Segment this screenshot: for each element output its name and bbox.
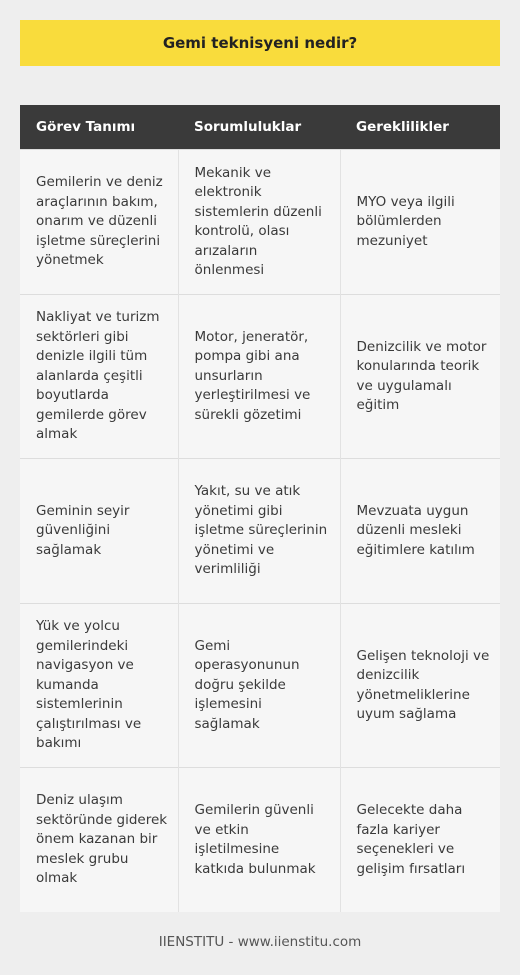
column-header-gereklilikler: Gereklilikler [340,105,500,150]
page-title: Gemi teknisyeni nedir? [20,20,500,66]
table-cell: Yakıt, su ve atık yönetimi gibi işletme süreçlerinin yönetimi ve verimliliği [178,459,340,604]
table-cell: MYO veya ilgili bölümlerden mezuniyet [340,150,500,295]
table-row [20,604,500,768]
table-cell: Deniz ulaşım sektöründe giderek önem kazanan bir meslek grubu olmak [20,768,178,913]
table-cell: Gemilerin ve deniz araçlarının bakım, onarım ve düzenli işletme süreçlerini yönetmek [20,150,178,295]
info-table [20,105,500,912]
table-cell: Motor, jeneratör, pompa gibi ana unsurların yerleştirilmesi ve sürekli gözetimi [178,295,340,459]
table-cell: Denizcilik ve motor konularında teorik ve uygulamalı eğitim [340,295,500,459]
column-header-gorev-tanimi: Görev Tanımı [20,105,178,150]
footer-credit: IIENSTITU - www.iienstitu.com [158,934,362,950]
table-cell: Yük ve yolcu gemilerindeki navigasyon ve kumanda sistemlerinin çalıştırılması ve bakımı [20,604,178,768]
table-row [20,459,500,604]
table-row [20,295,500,459]
table-header-row [20,105,500,150]
table-row [20,150,500,295]
table-cell: Gemilerin güvenli ve etkin işletilmesine katkıda bulunmak [178,768,340,913]
table-cell: Nakliyat ve turizm sektörleri gibi denizle ilgili tüm alanlarda çeşitli boyutlarda gemilerde görev almak [20,295,178,459]
column-header-sorumluluklar: Sorumluluklar [178,105,340,150]
table-cell: Gelişen teknoloji ve denizcilik yönetmeliklerine uyum sağlama [340,604,500,768]
table-cell: Geminin seyir güvenliğini sağlamak [20,459,178,604]
table-cell: Mekanik ve elektronik sistemlerin düzenli kontrolü, olası arızaların önlenmesi [178,150,340,295]
table-cell: Gelecekte daha fazla kariyer seçenekleri ve gelişim fırsatları [340,768,500,913]
table-cell: Gemi operasyonunun doğru şekilde işlemesini sağlamak [178,604,340,768]
table-row [20,768,500,913]
table-cell: Mevzuata uygun düzenli mesleki eğitimlere katılım [340,459,500,604]
